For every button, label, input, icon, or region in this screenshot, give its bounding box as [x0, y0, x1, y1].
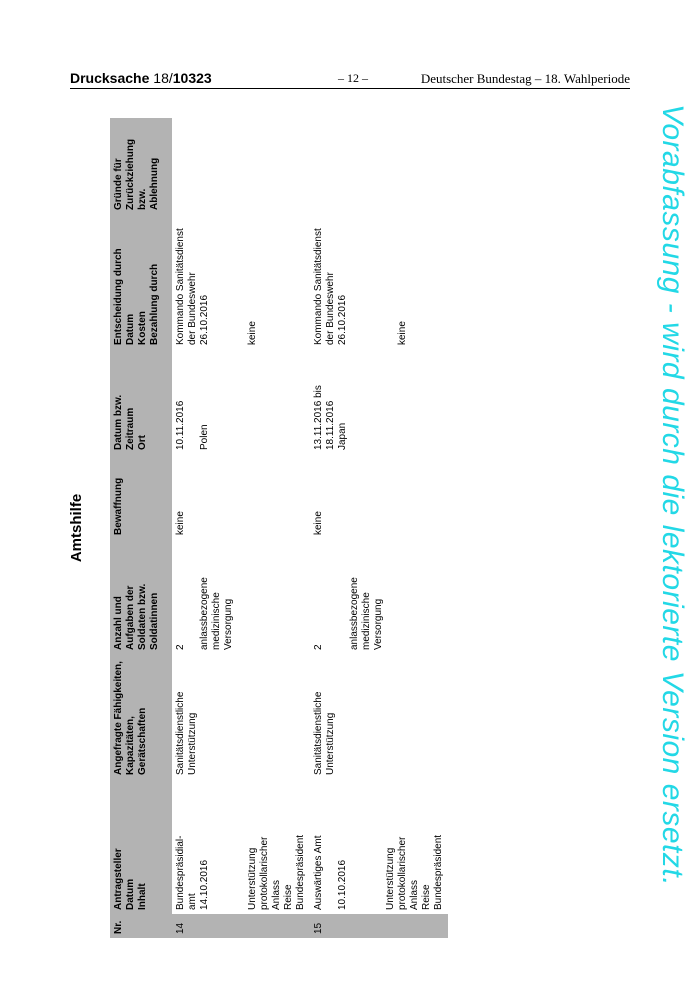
page-number: – 12 –: [338, 71, 368, 85]
col-header-faehigkeiten: Angefragte Fähigkeiten, Kapazitäten, Gerätschaften: [110, 654, 172, 779]
page-header: [70, 70, 630, 89]
entscheidung: Kommando Sanitätsdienst der Bundeswehr 26.10.2016: [175, 228, 210, 345]
col-header-nr: Nr.: [110, 914, 172, 938]
antrag-datum: 10.10.2016: [337, 859, 348, 910]
antragsteller: Auswärtiges Amt: [313, 835, 324, 910]
cell-zeitraum: [310, 349, 448, 454]
col-header-antragsteller: Antragsteller Datum Inhalt: [110, 779, 172, 914]
zeitraum: 10.11.2016: [175, 400, 186, 450]
cell-nr: 14: [172, 914, 310, 938]
col-header-entscheidung: Entscheidung durch Datum Kosten Bezahlung durch: [110, 214, 172, 349]
rotated-table-area: [68, 118, 444, 938]
anzahl: 2: [175, 644, 186, 650]
publisher: Deutscher Bundestag – 18. Wahlperiode: [420, 71, 630, 86]
section-title: Amtshilfe: [68, 493, 85, 563]
antrag-inhalt: Unterstützung protokollarischer Anlass Reise Bundespräsident: [385, 834, 444, 910]
cell-anzahl: [172, 539, 310, 654]
drucksache-label: Drucksache: [70, 70, 150, 86]
col-header-gruende: Gründe für Zurückziehung bzw. Ablehnung: [110, 118, 172, 214]
zeitraum: 13.11.2016 bis 18.11.2016 Japan: [313, 385, 348, 450]
table-row: [172, 118, 310, 938]
cell-bewaffnung: keine: [175, 511, 186, 535]
cell-bewaffnung: keine: [313, 511, 324, 535]
antragsteller: Bundespräsidial- amt: [175, 835, 198, 910]
drucksache-prefix: 18/: [153, 70, 173, 86]
cell-faehigkeiten: Sanitätsdienstliche Unterstützung: [313, 691, 336, 775]
col-header-anzahl: Anzahl und Aufgaben der Soldaten bzw. Soldatinnen: [110, 539, 172, 654]
col-header-zeitraum: Datum bzw. Zeitraum Ort: [110, 349, 172, 454]
cell-faehigkeiten: Sanitätsdienstliche Unterstützung: [175, 691, 198, 775]
drucksache-id: [70, 70, 212, 86]
cell-nr: 15: [310, 914, 448, 938]
aufgaben: anlassbezogene medizinische Versorgung: [349, 577, 384, 650]
aufgaben: anlassbezogene medizinische Versorgung: [199, 577, 234, 650]
ort: Polen: [199, 424, 210, 450]
cell-zeitraum: [172, 349, 310, 454]
drucksache-number: 10323: [172, 70, 212, 86]
cell-gruende: [172, 118, 310, 214]
col-header-bewaffnung: Bewaffnung: [110, 454, 172, 539]
antrag-inhalt: Unterstützung protokollarischer Anlass Reise Bundespräsident: [247, 834, 306, 910]
cell-antragsteller: [310, 779, 448, 914]
kosten: keine: [247, 321, 258, 345]
watermark-text: Vorabfassung - wird durch die lektorierte Version ersetzt.: [656, 103, 689, 887]
cell-antragsteller: [172, 779, 310, 914]
anzahl: 2: [313, 644, 324, 650]
table-row: [310, 118, 448, 938]
table-header-row: [110, 118, 172, 938]
cell-gruende: [310, 118, 448, 214]
kosten: keine: [397, 321, 408, 345]
amtshilfe-table: [110, 118, 448, 938]
antrag-datum: 14.10.2016: [199, 859, 210, 910]
entscheidung: Kommando Sanitätsdienst der Bundeswehr 26.10.2016: [313, 228, 348, 345]
cell-entscheidung: [172, 214, 310, 349]
cell-anzahl: [310, 539, 448, 654]
cell-entscheidung: [310, 214, 448, 349]
